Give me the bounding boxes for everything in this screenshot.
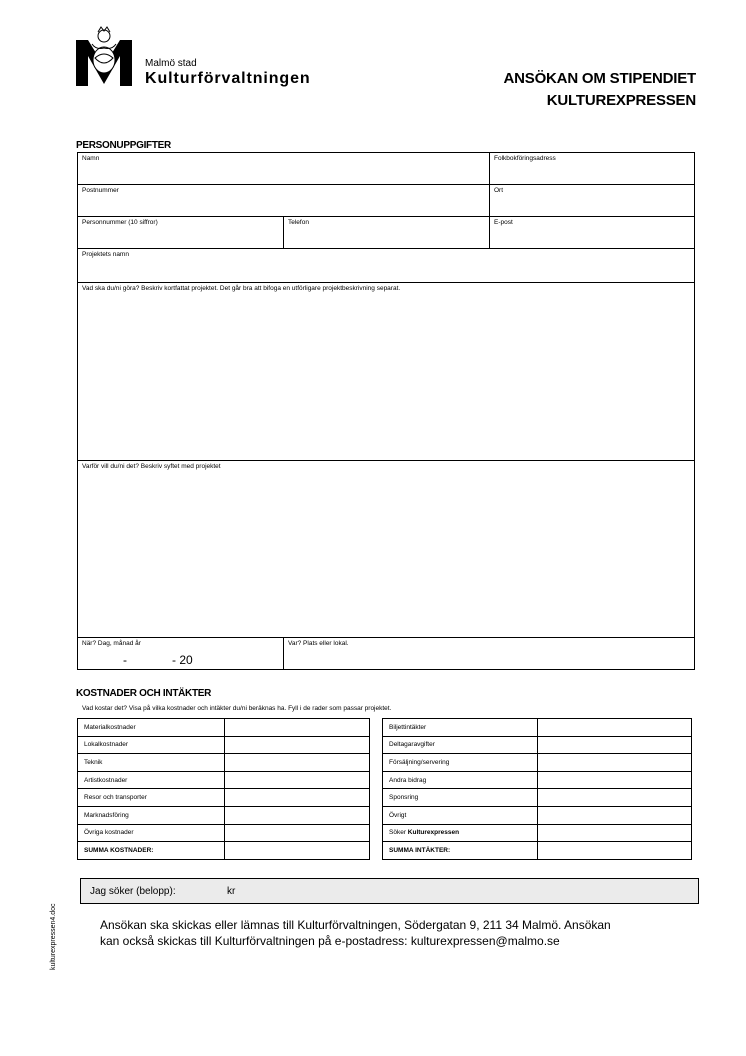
amount-field[interactable] [80, 878, 699, 904]
cost-amount-cell[interactable] [224, 754, 369, 772]
cost-row-label: Materialkostnader [78, 719, 225, 737]
phone-field[interactable] [283, 216, 490, 249]
name-label: Namn [82, 155, 100, 162]
postcode-field[interactable] [77, 184, 490, 217]
project-description-field[interactable] [77, 282, 695, 461]
table-row [78, 806, 370, 824]
place-field[interactable] [283, 637, 695, 670]
cost-table [77, 718, 370, 860]
cost-total-label: SUMMA KOSTNADER: [78, 842, 225, 860]
table-row [78, 789, 370, 807]
cost-row-label: Övriga kostnader [78, 824, 225, 842]
malmo-logo [76, 26, 132, 86]
phone-label: Telefon [288, 219, 309, 226]
amount-unit: kr [227, 886, 236, 897]
footer-line-2: kan också skickas till Kulturförvaltningen på e-postadress: kulturexpressen@malmo.se [100, 934, 560, 948]
section-heading-costs: KOSTNADER OCH INTÄKTER [76, 688, 212, 699]
cost-amount-cell[interactable] [224, 771, 369, 789]
income-total-cell[interactable] [537, 842, 691, 860]
income-row-label: Biljettintäkter [383, 719, 538, 737]
form-title: ANSÖKAN OM STIPENDIET [503, 70, 696, 87]
table-row [78, 719, 370, 737]
cost-row-label: Resor och transporter [78, 789, 225, 807]
table-row [78, 771, 370, 789]
amount-label: Jag söker (belopp): [90, 886, 176, 897]
date-dash: - [123, 653, 127, 667]
table-row [78, 736, 370, 754]
side-filename: kulturexpressen4.doc [50, 903, 57, 970]
income-amount-cell[interactable] [537, 789, 691, 807]
cost-amount-cell[interactable] [224, 806, 369, 824]
footer-text [100, 917, 700, 949]
income-row-label: Övrigt [383, 806, 538, 824]
income-amount-cell[interactable] [537, 754, 691, 772]
org-name-small: Malmö stad [145, 58, 197, 69]
project-name-field[interactable] [77, 248, 695, 283]
cost-row-label: Artistkostnader [78, 771, 225, 789]
income-amount-cell[interactable] [537, 771, 691, 789]
table-row [383, 789, 692, 807]
table-row [383, 842, 692, 860]
project-description-label: Vad ska du/ni göra? Beskriv kortfattat projektet. Det går bra att bifoga en utförligare projektbeskrivning separat. [82, 285, 401, 292]
personnr-field[interactable] [77, 216, 284, 249]
email-label: E-post [494, 219, 513, 226]
project-name-label: Projektets namn [82, 251, 129, 258]
place-label: Var? Plats eller lokal. [288, 640, 349, 647]
table-row [78, 824, 370, 842]
form-subtitle: KULTUREXPRESSEN [546, 92, 696, 109]
cost-amount-cell[interactable] [224, 824, 369, 842]
footer-line-1: Ansökan ska skickas eller lämnas till Kulturförvaltningen, Södergatan 9, 211 34 Malmö. Ansökan [100, 918, 611, 932]
section-heading-personal: PERSONUPPGIFTER [76, 140, 171, 151]
city-label: Ort [494, 187, 504, 194]
income-amount-cell[interactable] [537, 824, 691, 842]
income-seek-label [383, 824, 538, 842]
income-row-label: Andra bidrag [383, 771, 538, 789]
project-purpose-label: Varför vill du/ni det? Beskriv syftet med projektet [82, 463, 221, 470]
income-seek-bold: Kulturexpressen [407, 829, 460, 837]
table-row [78, 842, 370, 860]
table-row [383, 771, 692, 789]
personnr-label: Personnummer (10 siffror) [82, 219, 158, 226]
income-amount-cell[interactable] [537, 719, 691, 737]
income-table [382, 718, 692, 860]
cost-total-cell[interactable] [224, 842, 369, 860]
email-field[interactable] [489, 216, 695, 249]
table-row [383, 806, 692, 824]
project-purpose-field[interactable] [77, 460, 695, 638]
income-seek-prefix: Söker [389, 829, 408, 837]
income-total-label: SUMMA INTÄKTER: [383, 842, 538, 860]
income-row-label: Deltagaravgifter [383, 736, 538, 754]
income-amount-cell[interactable] [537, 806, 691, 824]
name-field[interactable] [77, 152, 490, 185]
table-row [78, 754, 370, 772]
date-label: När? Dag, månad år [82, 640, 141, 647]
org-name: Kulturförvaltningen [145, 70, 311, 87]
costs-intro: Vad kostar det? Visa på vilka kostnader och intäkter du/ni beräknas ha. Fyll i de rader som passar projektet. [82, 705, 392, 712]
address-field[interactable] [489, 152, 695, 185]
income-row-label: Försäljning/servering [383, 754, 538, 772]
date-year: - 20 [172, 653, 193, 667]
date-field[interactable] [77, 637, 284, 670]
table-row [383, 754, 692, 772]
address-label: Folkbokföringsadress [494, 155, 556, 162]
cost-row-label: Lokalkostnader [78, 736, 225, 754]
cost-row-label: Marknadsföring [78, 806, 225, 824]
cost-amount-cell[interactable] [224, 736, 369, 754]
table-row [383, 824, 692, 842]
table-row [383, 719, 692, 737]
postcode-label: Postnummer [82, 187, 119, 194]
city-field[interactable] [489, 184, 695, 217]
income-row-label: Sponsring [383, 789, 538, 807]
cost-row-label: Teknik [78, 754, 225, 772]
cost-amount-cell[interactable] [224, 719, 369, 737]
table-row [383, 736, 692, 754]
income-amount-cell[interactable] [537, 736, 691, 754]
cost-amount-cell[interactable] [224, 789, 369, 807]
